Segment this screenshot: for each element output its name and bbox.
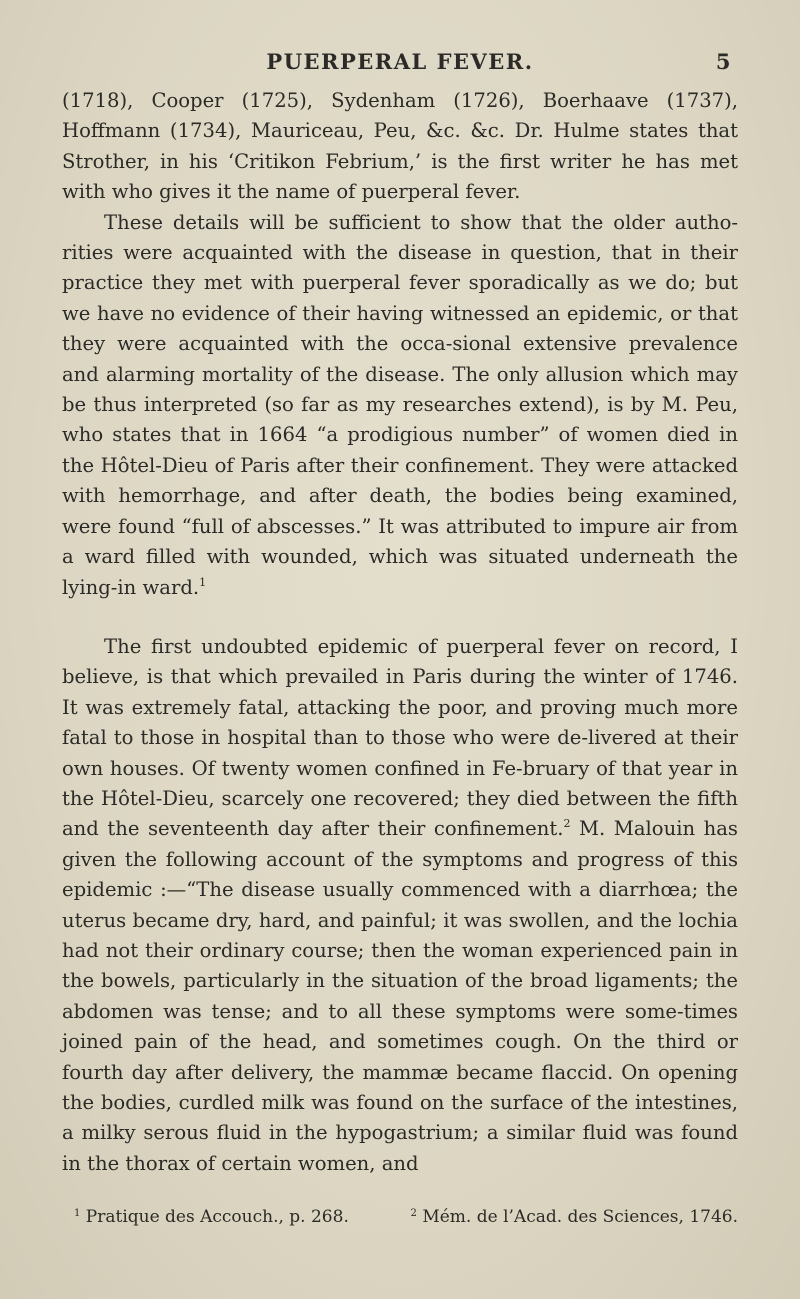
paragraph-text-continued: M. Malouin has given the following account of the symptoms and progress of this epidemic :—“The disease usually commenced with a diarrhœa; the uterus became dry, hard, and painful; it was swollen, and the lochia had not their ordinary course; then the woman experienced pain in the bowels, particularly in the situation of the broad ligaments; the abdomen was tense; and to all these symptoms were some-times joined pain of the head, and sometimes cough. On the third or fourth day after delivery, the mammæ became flaccid. On opening the bodies, curdled milk was found on the surface of the intestines, a milky serous fluid in the hypogastrium; a similar fluid was found in the thorax of certain women, and	[62, 817, 738, 1175]
paragraph-text: The first undoubted epidemic of puerperal fever on record, I believe, is that which prevailed in Paris during the winter of 1746. It was extremely fatal, attacking the poor, and proving much more fatal to those in hospital than to those who were de-livered at their own houses. Of twenty women confined in Fe-bruary of that year in the Hôtel-Dieu, scarcely one recovered; they died between the fifth and the seventeenth day after their confinement.	[62, 634, 738, 841]
footnotes	[62, 1205, 738, 1229]
body-text	[62, 86, 738, 1179]
paragraph-continued	[62, 86, 738, 208]
paragraph-text: (1718), Cooper (1725), Sydenham (1726), Boerhaave (1737), Hoffmann (1734), Mauriceau, Peu, &c. &c. Dr. Hulme states that Strother, in his ‘Critikon Febrium,’ is the first writer he has met with who gives it the name of puerperal fever.	[62, 89, 738, 204]
running-head	[62, 40, 738, 84]
footnote	[74, 1205, 349, 1229]
footnote-mark: 2	[410, 1208, 417, 1220]
paragraph-text: These details will be sufficient to show that the older autho-rities were acquainted with the disease in question, that in their practice they met with puerperal fever sporadically as we do; but we have no evidence of their having witnessed an epidemic, or that they were acquainted with the occa-sional extensive prevalence and alarming mortality of the disease. The only allusion which may be thus interpreted (so far as my researches extend), is by M. Peu, who states that in 1664 “a prodigious number” of women died in the Hôtel-Dieu of Paris after their confinement. They were attacked with hemorrhage, and after death, the bodies being examined, were found “full of abscesses.” It was attributed to impure air from a ward filled with wounded, which was situated underneath the lying-in ward.	[62, 210, 738, 599]
paragraph	[62, 632, 738, 1179]
footnote-mark: 1	[74, 1208, 81, 1220]
page-number: 5	[715, 49, 732, 74]
footnote-text: Mém. de l’Acad. des Sciences, 1746.	[422, 1207, 738, 1228]
running-head-title: PUERPERAL FEVER.	[266, 49, 534, 74]
paragraph	[62, 208, 738, 603]
page-content	[62, 40, 738, 1229]
footnote-ref: 1	[199, 575, 207, 589]
footnote-ref: 2	[563, 817, 571, 831]
footnote	[411, 1205, 738, 1229]
section-gap	[62, 603, 738, 632]
footnote-text: Pratique des Accouch., p. 268.	[85, 1207, 349, 1228]
